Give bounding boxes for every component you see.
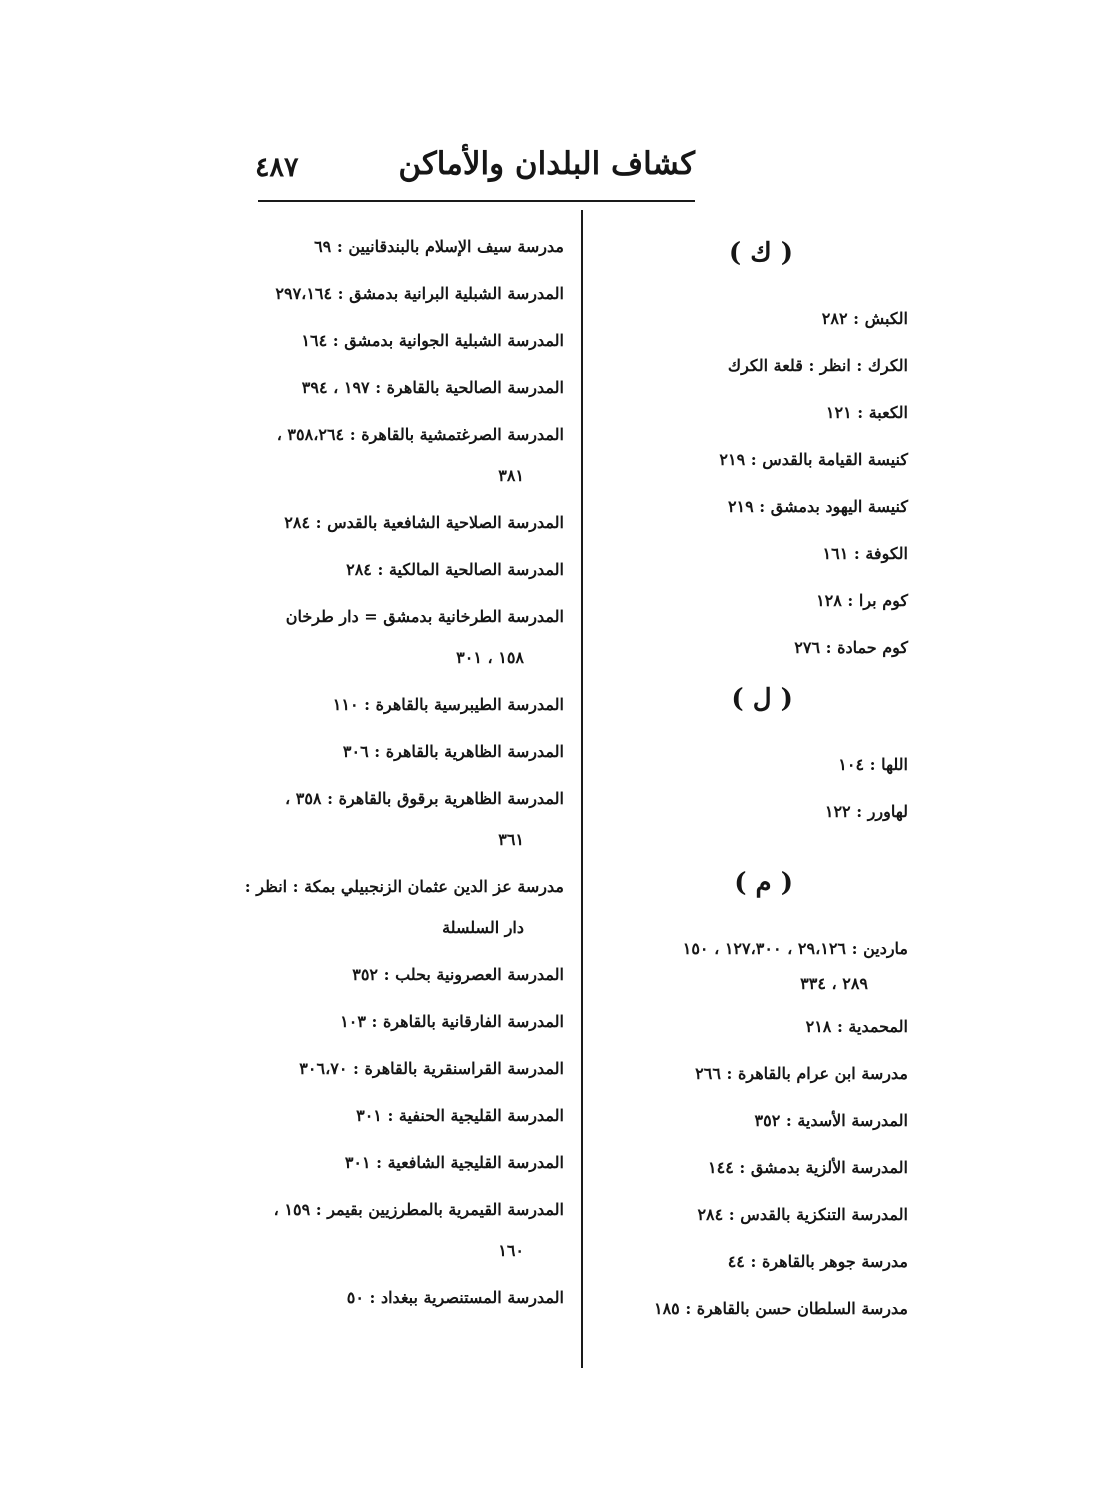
index-entry	[254, 964, 564, 985]
index-entry	[254, 606, 564, 668]
entry-line: مدرسة عز الدين عثمان الزنجبيلي بمكة : انظر :	[244, 877, 564, 896]
index-entry	[254, 512, 564, 533]
entry-line: المدرسة الطيبرسية بالقاهرة : ١١٠	[332, 695, 564, 714]
index-entry	[254, 559, 564, 580]
entry-line: المدرسة الصرغتمشية بالقاهرة : ٣٥٨،٢٦٤ ،	[276, 425, 564, 444]
entry-continuation: ٣٨١	[498, 466, 524, 485]
index-column-left	[244, 236, 564, 1334]
section-heading-kaf: ( ك )	[728, 238, 793, 268]
entry-continuation: ٢٨٩ ، ٣٣٤	[800, 974, 868, 993]
entry-line: المدرسة الصلاحية الشافعية بالقدس : ٢٨٤	[284, 513, 564, 532]
index-entry	[254, 1011, 564, 1032]
entry-line: المدرسة الفارقانية بالقاهرة : ١٠٣	[340, 1012, 564, 1031]
entry-line: المدرسة الشبلية البرانية بدمشق : ٢٩٧،١٦٤	[275, 284, 564, 303]
index-entry-mardin	[608, 938, 908, 994]
index-entry	[254, 377, 564, 398]
index-entry: لهاورر : ١٢٢	[824, 802, 908, 821]
index-entry: كوم حمادة : ٢٧٦	[794, 638, 908, 657]
index-entry: كوم برا : ١٢٨	[816, 591, 908, 610]
index-entry	[254, 741, 564, 762]
index-entry	[254, 1152, 564, 1173]
entry-continuation: دار السلسلة	[442, 918, 524, 937]
page-title: كشاف البلدان والأماكن	[398, 146, 695, 182]
entry-line: المدرسة الطرخانية بدمشق = دار طرخان	[285, 607, 564, 626]
index-column-right	[608, 236, 908, 1345]
column-divider	[581, 210, 583, 1368]
index-entry	[254, 1058, 564, 1079]
index-entry: كنيسة القيامة بالقدس : ٢١٩	[719, 450, 908, 469]
entry-line: المدرسة القليجية الشافعية : ٣٠١	[344, 1153, 564, 1172]
index-entry	[254, 1199, 564, 1261]
entry-continuation: ٣٦١	[498, 830, 524, 849]
index-entry	[254, 1287, 564, 1308]
entry-continuation: ١٥٨ ، ٣٠١	[456, 648, 524, 667]
index-entry: الكرك : انظر : قلعة الكرك	[727, 356, 908, 375]
index-entry: الكوفة : ١٦١	[822, 544, 908, 563]
index-entry: مدرسة السلطان حسن بالقاهرة : ١٨٥	[653, 1299, 908, 1318]
section-heading-mim: ( م )	[734, 868, 793, 898]
entry-line: المدرسة القليجية الحنفية : ٣٠١	[356, 1106, 564, 1125]
entry-line: المدرسة الصالحية بالقاهرة : ١٩٧ ، ٣٩٤	[301, 378, 564, 397]
index-entry: المدرسة الألزية بدمشق : ١٤٤	[708, 1158, 908, 1177]
index-entry	[254, 694, 564, 715]
entry-line: المدرسة القراسنقرية بالقاهرة : ٣٠٦،٧٠	[299, 1059, 564, 1078]
entry-line: المدرسة الظاهرية برقوق بالقاهرة : ٣٥٨ ،	[285, 789, 564, 808]
entry-line: مدرسة سيف الإسلام بالبندقانيين : ٦٩	[314, 237, 564, 256]
index-entry: المحمدية : ٢١٨	[805, 1017, 908, 1036]
index-entry	[254, 283, 564, 304]
entry-line: المدرسة الظاهرية بالقاهرة : ٣٠٦	[342, 742, 564, 761]
index-entry: الكبش : ٢٨٢	[821, 309, 908, 328]
index-entry	[254, 1105, 564, 1126]
section-heading-lam: ( ل )	[731, 684, 793, 714]
index-entry: مدرسة جوهر بالقاهرة : ٤٤	[727, 1252, 908, 1271]
entry-line: المدرسة القيمرية بالمطرزيين بقيمر : ١٥٩ ،	[273, 1200, 564, 1219]
entry-line: المدرسة الصالحية المالكية : ٢٨٤	[346, 560, 564, 579]
index-entry: الكعبة : ١٢١	[825, 403, 908, 422]
page-number: ٤٨٧	[255, 152, 299, 183]
page-header	[255, 140, 695, 190]
index-entry	[244, 876, 564, 938]
entry-continuation: ١٦٠	[498, 1241, 524, 1260]
index-entry: مدرسة ابن عرام بالقاهرة : ٢٦٦	[695, 1064, 908, 1083]
index-entry	[254, 788, 564, 850]
index-entry	[254, 236, 564, 257]
header-rule	[258, 200, 695, 202]
index-entry: كنيسة اليهود بدمشق : ٢١٩	[727, 497, 908, 516]
entry-line: المدرسة الشبلية الجوانية بدمشق : ١٦٤	[301, 331, 564, 350]
index-entry: اللها : ١٠٤	[838, 755, 908, 774]
index-entry	[254, 424, 564, 486]
entry-line: ماردين : ٢٩،١٢٦ ، ١٢٧،٣٠٠ ، ١٥٠	[682, 939, 908, 958]
entry-line: المدرسة العصرونية بحلب : ٣٥٢	[352, 965, 564, 984]
entry-line: المدرسة المستنصرية ببغداد : ٥٠	[346, 1288, 564, 1307]
index-entry: المدرسة الأسدية : ٣٥٢	[754, 1111, 908, 1130]
index-entry	[254, 330, 564, 351]
index-entry: المدرسة التنكزية بالقدس : ٢٨٤	[697, 1205, 908, 1224]
